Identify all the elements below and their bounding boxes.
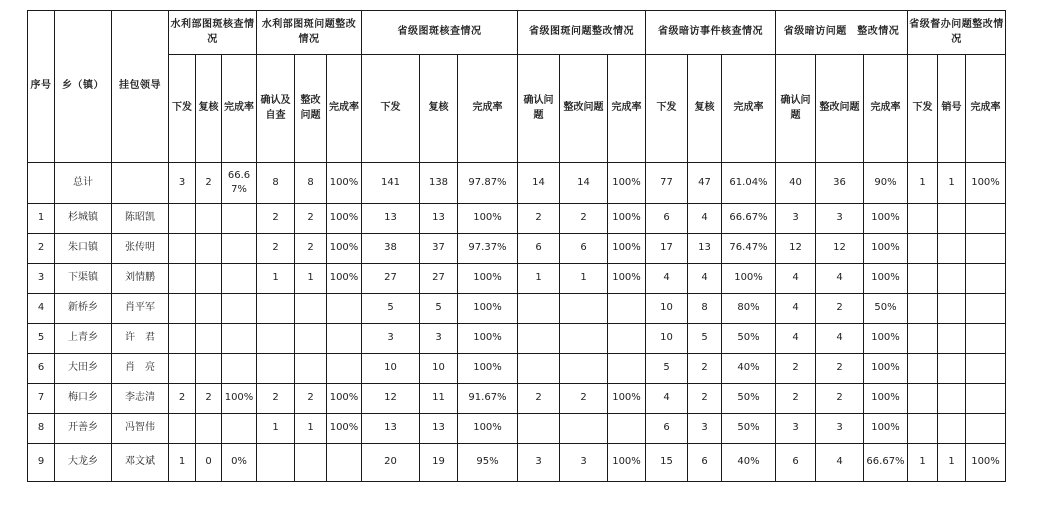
sub-header: 复核 — [196, 55, 222, 163]
table-cell — [966, 234, 1006, 264]
table-cell: 100% — [327, 204, 362, 234]
table-cell — [966, 414, 1006, 444]
town-name: 大龙乡 — [55, 444, 112, 482]
table-cell: 27 — [420, 264, 458, 294]
group-header-unannounced-rectification: 省级暗访问题 整改情况 — [776, 11, 908, 55]
table-cell: 40 — [776, 163, 816, 204]
table-cell: 40% — [722, 354, 776, 384]
table-cell: 27 — [362, 264, 420, 294]
table-cell: 66.67% — [722, 204, 776, 234]
table-cell: 141 — [362, 163, 420, 204]
leader-name: 李志清 — [112, 384, 169, 414]
table-cell — [257, 294, 295, 324]
row-number: 1 — [28, 204, 55, 234]
table-cell: 76.47% — [722, 234, 776, 264]
table-cell — [222, 414, 257, 444]
table-cell: 66.67% — [864, 444, 908, 482]
table-cell: 20 — [362, 444, 420, 482]
table-cell — [295, 294, 327, 324]
town-name: 开善乡 — [55, 414, 112, 444]
table-cell — [966, 264, 1006, 294]
table-cell — [938, 354, 966, 384]
table-cell — [518, 414, 560, 444]
sub-header: 整改问题 — [560, 55, 608, 163]
header-no: 序号 — [28, 11, 55, 163]
town-name: 上青乡 — [55, 324, 112, 354]
table-cell: 50% — [722, 324, 776, 354]
sub-header: 下发 — [169, 55, 196, 163]
table-cell: 1 — [257, 264, 295, 294]
table-cell — [327, 324, 362, 354]
table-cell — [938, 204, 966, 234]
table-cell — [257, 324, 295, 354]
table-cell: 100% — [966, 444, 1006, 482]
table-cell — [938, 264, 966, 294]
table-cell: 13 — [420, 204, 458, 234]
table-cell: 100% — [608, 234, 646, 264]
table-cell: 4 — [776, 324, 816, 354]
table-cell: 1 — [938, 444, 966, 482]
table-cell: 3 — [362, 324, 420, 354]
table-cell — [608, 324, 646, 354]
table-cell: 100% — [222, 384, 257, 414]
sub-header: 完成率 — [608, 55, 646, 163]
table-cell: 1 — [169, 444, 196, 482]
table-cell — [560, 324, 608, 354]
table-cell: 2 — [776, 384, 816, 414]
table-cell: 4 — [816, 444, 864, 482]
table-cell — [908, 294, 938, 324]
row-number: 6 — [28, 354, 55, 384]
table-cell: 100% — [327, 414, 362, 444]
table-cell: 4 — [688, 264, 722, 294]
sub-header: 完成率 — [722, 55, 776, 163]
town-name: 下渠镇 — [55, 264, 112, 294]
table-cell: 6 — [776, 444, 816, 482]
table-cell: 5 — [646, 354, 688, 384]
table-cell — [908, 384, 938, 414]
table-cell: 100% — [608, 204, 646, 234]
table-cell: 6 — [646, 204, 688, 234]
sub-header: 下发 — [908, 55, 938, 163]
row-number: 4 — [28, 294, 55, 324]
table-cell: 2 — [688, 384, 722, 414]
table-cell — [222, 234, 257, 264]
table-cell: 3 — [169, 163, 196, 204]
table-cell — [966, 384, 1006, 414]
table-cell — [966, 324, 1006, 354]
table-body — [28, 163, 1006, 482]
town-name: 朱口镇 — [55, 234, 112, 264]
table-cell: 14 — [560, 163, 608, 204]
sub-header-row — [28, 55, 1006, 163]
table-cell — [222, 354, 257, 384]
table-cell: 97.37% — [458, 234, 518, 264]
table-cell — [196, 234, 222, 264]
table-cell: 47 — [688, 163, 722, 204]
table-cell: 5 — [420, 294, 458, 324]
table-cell: 3 — [816, 414, 864, 444]
table-cell: 3 — [518, 444, 560, 482]
sub-header: 下发 — [362, 55, 420, 163]
table-cell: 2 — [196, 384, 222, 414]
table-cell: 15 — [646, 444, 688, 482]
table-row — [28, 294, 1006, 324]
table-cell — [196, 204, 222, 234]
table-cell: 61.04% — [722, 163, 776, 204]
empty-cell — [28, 163, 55, 204]
table-cell: 8 — [295, 163, 327, 204]
table-cell: 138 — [420, 163, 458, 204]
table-cell — [938, 234, 966, 264]
header-leader: 挂包领导 — [112, 11, 169, 163]
town-name: 新桥乡 — [55, 294, 112, 324]
table-cell: 2 — [816, 384, 864, 414]
table-cell: 100% — [458, 204, 518, 234]
table-cell: 4 — [776, 294, 816, 324]
table-cell — [938, 294, 966, 324]
group-header-mwr-rectification: 水利部图斑问题整改情况 — [257, 11, 362, 55]
table-cell: 13 — [362, 204, 420, 234]
table-cell: 1 — [938, 163, 966, 204]
table-cell — [908, 414, 938, 444]
table-row — [28, 354, 1006, 384]
table-cell: 3 — [816, 204, 864, 234]
table-cell: 3 — [776, 204, 816, 234]
table-cell: 8 — [688, 294, 722, 324]
table-cell: 2 — [518, 384, 560, 414]
table-cell — [295, 324, 327, 354]
sub-header: 复核 — [420, 55, 458, 163]
table-cell — [169, 324, 196, 354]
table-cell — [560, 294, 608, 324]
table-cell — [518, 354, 560, 384]
table-row — [28, 324, 1006, 354]
table-cell: 0 — [196, 444, 222, 482]
table-cell: 3 — [776, 414, 816, 444]
table-cell: 2 — [295, 384, 327, 414]
table-cell — [169, 294, 196, 324]
table-cell: 100% — [864, 324, 908, 354]
table-cell: 13 — [362, 414, 420, 444]
group-header-province-rectification: 省级图斑问题整改情况 — [518, 11, 646, 55]
table-cell: 40% — [722, 444, 776, 482]
table-cell: 36 — [816, 163, 864, 204]
sub-header: 确认及自查 — [257, 55, 295, 163]
table-cell: 2 — [560, 204, 608, 234]
table-cell: 3 — [560, 444, 608, 482]
table-cell — [222, 324, 257, 354]
table-cell — [196, 324, 222, 354]
table-cell: 2 — [257, 234, 295, 264]
table-cell: 100% — [608, 264, 646, 294]
table-cell: 1 — [295, 414, 327, 444]
group-header-row — [28, 11, 1006, 55]
table-cell — [966, 294, 1006, 324]
sub-header: 整改问题 — [295, 55, 327, 163]
table-cell — [169, 414, 196, 444]
header-town: 乡（镇） — [55, 11, 112, 163]
sub-header: 完成率 — [222, 55, 257, 163]
table-cell: 12 — [362, 384, 420, 414]
table-cell — [938, 324, 966, 354]
total-label: 总计 — [55, 163, 112, 204]
table-cell: 90% — [864, 163, 908, 204]
table-cell: 12 — [816, 234, 864, 264]
leader-name: 陈昭凯 — [112, 204, 169, 234]
table-cell — [908, 324, 938, 354]
table-cell: 6 — [646, 414, 688, 444]
leader-name: 许 君 — [112, 324, 169, 354]
table-cell: 100% — [458, 294, 518, 324]
table-cell: 5 — [688, 324, 722, 354]
table-row — [28, 414, 1006, 444]
table-cell: 13 — [688, 234, 722, 264]
table-cell: 2 — [295, 204, 327, 234]
table-cell — [196, 264, 222, 294]
table-cell: 100% — [864, 264, 908, 294]
table-cell: 100% — [864, 384, 908, 414]
group-header-supervision: 省级督办问题整改情况 — [908, 11, 1006, 55]
table-cell: 95% — [458, 444, 518, 482]
table-cell — [518, 294, 560, 324]
table-cell — [196, 354, 222, 384]
table-cell — [295, 444, 327, 482]
table-cell: 1 — [295, 264, 327, 294]
table-cell: 4 — [646, 264, 688, 294]
table-cell — [222, 204, 257, 234]
table-cell: 4 — [646, 384, 688, 414]
leader-name: 邓文斌 — [112, 444, 169, 482]
table-cell: 2 — [295, 234, 327, 264]
table-cell — [560, 414, 608, 444]
table-cell — [169, 234, 196, 264]
table-cell: 100% — [864, 234, 908, 264]
table-cell: 2 — [518, 204, 560, 234]
leader-name: 肖平军 — [112, 294, 169, 324]
table-cell — [608, 294, 646, 324]
sub-header: 复核 — [688, 55, 722, 163]
table-cell — [169, 354, 196, 384]
table-cell: 100% — [458, 354, 518, 384]
table-cell: 8 — [257, 163, 295, 204]
table-cell: 14 — [518, 163, 560, 204]
row-number: 2 — [28, 234, 55, 264]
table-cell: 38 — [362, 234, 420, 264]
sub-header: 确认问题 — [776, 55, 816, 163]
table-cell: 100% — [608, 384, 646, 414]
table-cell: 100% — [864, 204, 908, 234]
table-cell — [327, 444, 362, 482]
table-cell — [938, 414, 966, 444]
table-cell — [908, 264, 938, 294]
table-cell: 13 — [420, 414, 458, 444]
table-cell — [908, 234, 938, 264]
sub-header: 确认问题 — [518, 55, 560, 163]
table-cell: 2 — [169, 384, 196, 414]
table-cell — [966, 354, 1006, 384]
table-cell: 1 — [560, 264, 608, 294]
table-cell: 100% — [458, 414, 518, 444]
table-cell: 50% — [864, 294, 908, 324]
table-cell: 2 — [816, 294, 864, 324]
table-cell: 100% — [864, 414, 908, 444]
table-cell — [327, 354, 362, 384]
table-cell — [908, 204, 938, 234]
table-cell: 100% — [327, 163, 362, 204]
table-cell — [966, 204, 1006, 234]
table-cell: 91.67% — [458, 384, 518, 414]
table-cell — [222, 294, 257, 324]
row-number: 9 — [28, 444, 55, 482]
sub-header: 下发 — [646, 55, 688, 163]
table-cell: 50% — [722, 384, 776, 414]
row-number: 3 — [28, 264, 55, 294]
row-number: 8 — [28, 414, 55, 444]
table-cell: 2 — [196, 163, 222, 204]
table-cell — [257, 354, 295, 384]
table-cell — [327, 294, 362, 324]
table-cell — [608, 414, 646, 444]
table-cell: 1 — [908, 163, 938, 204]
table-cell: 10 — [646, 324, 688, 354]
table-row — [28, 204, 1006, 234]
empty-cell — [112, 163, 169, 204]
table-cell: 17 — [646, 234, 688, 264]
table-cell — [196, 414, 222, 444]
table-cell: 1 — [257, 414, 295, 444]
table-cell: 100% — [966, 163, 1006, 204]
table-cell: 100% — [864, 354, 908, 384]
sub-header: 销号 — [938, 55, 966, 163]
table-cell: 0% — [222, 444, 257, 482]
table-row — [28, 444, 1006, 482]
table-cell: 100% — [327, 264, 362, 294]
table-cell: 1 — [518, 264, 560, 294]
table-cell: 66.67% — [222, 163, 257, 204]
table-cell: 4 — [688, 204, 722, 234]
table-cell: 3 — [688, 414, 722, 444]
group-header-unannounced-inspection: 省级暗访事件核查情况 — [646, 11, 776, 55]
leader-name: 冯智伟 — [112, 414, 169, 444]
group-header-province-inspection: 省级图斑核查情况 — [362, 11, 518, 55]
group-header-mwr-inspection: 水利部图斑核查情况 — [169, 11, 257, 55]
table-cell: 12 — [776, 234, 816, 264]
table-cell: 97.87% — [458, 163, 518, 204]
table-cell: 11 — [420, 384, 458, 414]
table-cell — [938, 384, 966, 414]
table-cell: 6 — [560, 234, 608, 264]
table-cell: 5 — [362, 294, 420, 324]
row-number: 5 — [28, 324, 55, 354]
table-cell: 4 — [776, 264, 816, 294]
sub-header: 完成率 — [458, 55, 518, 163]
table-row — [28, 384, 1006, 414]
inspection-table — [27, 10, 1006, 482]
table-cell — [222, 264, 257, 294]
table-cell — [257, 444, 295, 482]
table-cell: 2 — [688, 354, 722, 384]
table-cell — [908, 354, 938, 384]
leader-name: 张传明 — [112, 234, 169, 264]
table-cell: 2 — [776, 354, 816, 384]
table-cell: 10 — [646, 294, 688, 324]
table-cell: 2 — [257, 204, 295, 234]
table-cell: 4 — [816, 264, 864, 294]
table-cell — [560, 354, 608, 384]
table-cell: 100% — [327, 384, 362, 414]
table-cell: 3 — [420, 324, 458, 354]
table-cell: 10 — [420, 354, 458, 384]
table-cell: 100% — [608, 444, 646, 482]
table-cell: 100% — [458, 264, 518, 294]
table-cell: 1 — [908, 444, 938, 482]
sub-header: 完成率 — [864, 55, 908, 163]
table-cell: 2 — [560, 384, 608, 414]
table-cell: 80% — [722, 294, 776, 324]
table-cell: 6 — [688, 444, 722, 482]
table-cell: 50% — [722, 414, 776, 444]
table-cell: 100% — [458, 324, 518, 354]
table-cell: 2 — [257, 384, 295, 414]
table-cell: 100% — [327, 234, 362, 264]
sub-header: 完成率 — [966, 55, 1006, 163]
table-row — [28, 264, 1006, 294]
table-cell: 2 — [816, 354, 864, 384]
table-cell: 4 — [816, 324, 864, 354]
leader-name: 肖 亮 — [112, 354, 169, 384]
town-name: 梅口乡 — [55, 384, 112, 414]
table-cell — [518, 324, 560, 354]
table-cell: 19 — [420, 444, 458, 482]
table-cell: 10 — [362, 354, 420, 384]
sub-header: 整改问题 — [816, 55, 864, 163]
town-name: 杉城镇 — [55, 204, 112, 234]
table-cell — [608, 354, 646, 384]
row-number: 7 — [28, 384, 55, 414]
table-cell — [169, 204, 196, 234]
table-cell: 6 — [518, 234, 560, 264]
table-cell: 37 — [420, 234, 458, 264]
leader-name: 刘情鹏 — [112, 264, 169, 294]
total-row — [28, 163, 1006, 204]
table-cell — [196, 294, 222, 324]
table-cell: 77 — [646, 163, 688, 204]
table-cell: 100% — [608, 163, 646, 204]
table-row — [28, 234, 1006, 264]
table-cell — [295, 354, 327, 384]
table-cell: 100% — [722, 264, 776, 294]
table-cell — [169, 264, 196, 294]
sub-header: 完成率 — [327, 55, 362, 163]
town-name: 大田乡 — [55, 354, 112, 384]
